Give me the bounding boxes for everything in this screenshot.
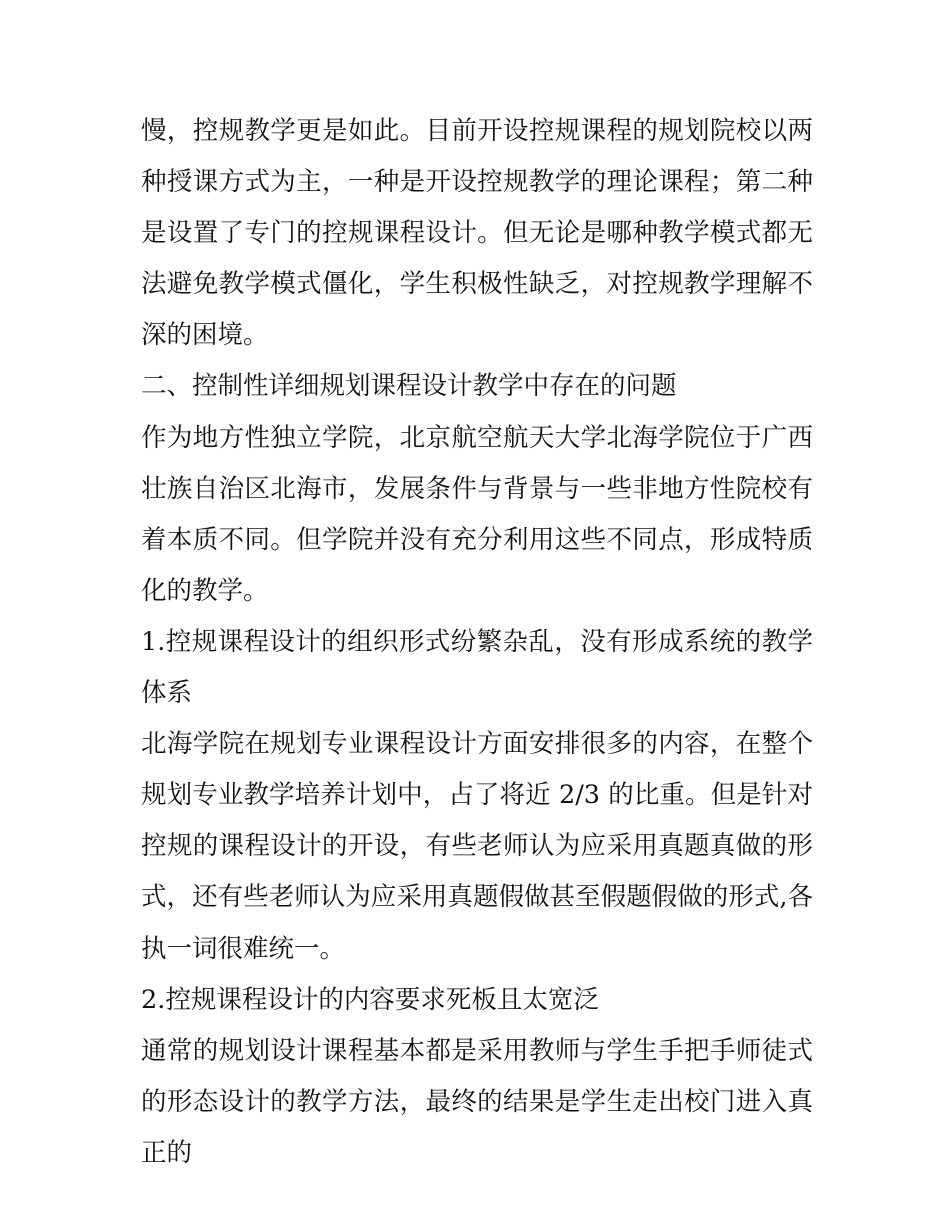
subsection-heading-1: 1.控规课程设计的组织形式纷繁杂乱，没有形成系统的教学体系 [141, 626, 813, 709]
paragraph-intro: 作为地方性独立学院，北京航空航天大学北海学院位于广西壮族自治区北海市，发展条件与背景与一些非地方性院校有着本质不同。但学院并没有充分利用这些不同点，形成特质化的教学。 [141, 422, 813, 606]
subsection-heading-2: 2.控规课程设计的内容要求死板且太宽泛 [141, 984, 599, 1015]
document-body [141, 106, 813, 1179]
paragraph-subsection-1: 北海学院在规划专业课程设计方面安排很多的内容，在整个规划专业教学培养计划中，占了将近 2/3 的比重。但是针对控规的课程设计的开设，有些老师认为应采用真题真做的形式，还有些老师认为应采用真题假做甚至假题假做的形式,各执一词很难统一。 [141, 729, 813, 964]
section-heading: 二、控制性详细规划课程设计教学中存在的问题 [141, 371, 677, 402]
paragraph-continuation: 慢，控规教学更是如此。目前开设控规课程的规划院校以两种授课方式为主，一种是开设控规教学的理论课程；第二种是设置了专门的控规课程设计。但无论是哪种教学模式都无法避免教学模式僵化，学生积极性缺乏，对控规教学理解不深的困境。 [141, 116, 813, 351]
paragraph-subsection-2: 通常的规划设计课程基本都是采用教师与学生手把手师徒式的形态设计的教学方法，最终的结果是学生走出校门进入真正的 [141, 1035, 813, 1168]
